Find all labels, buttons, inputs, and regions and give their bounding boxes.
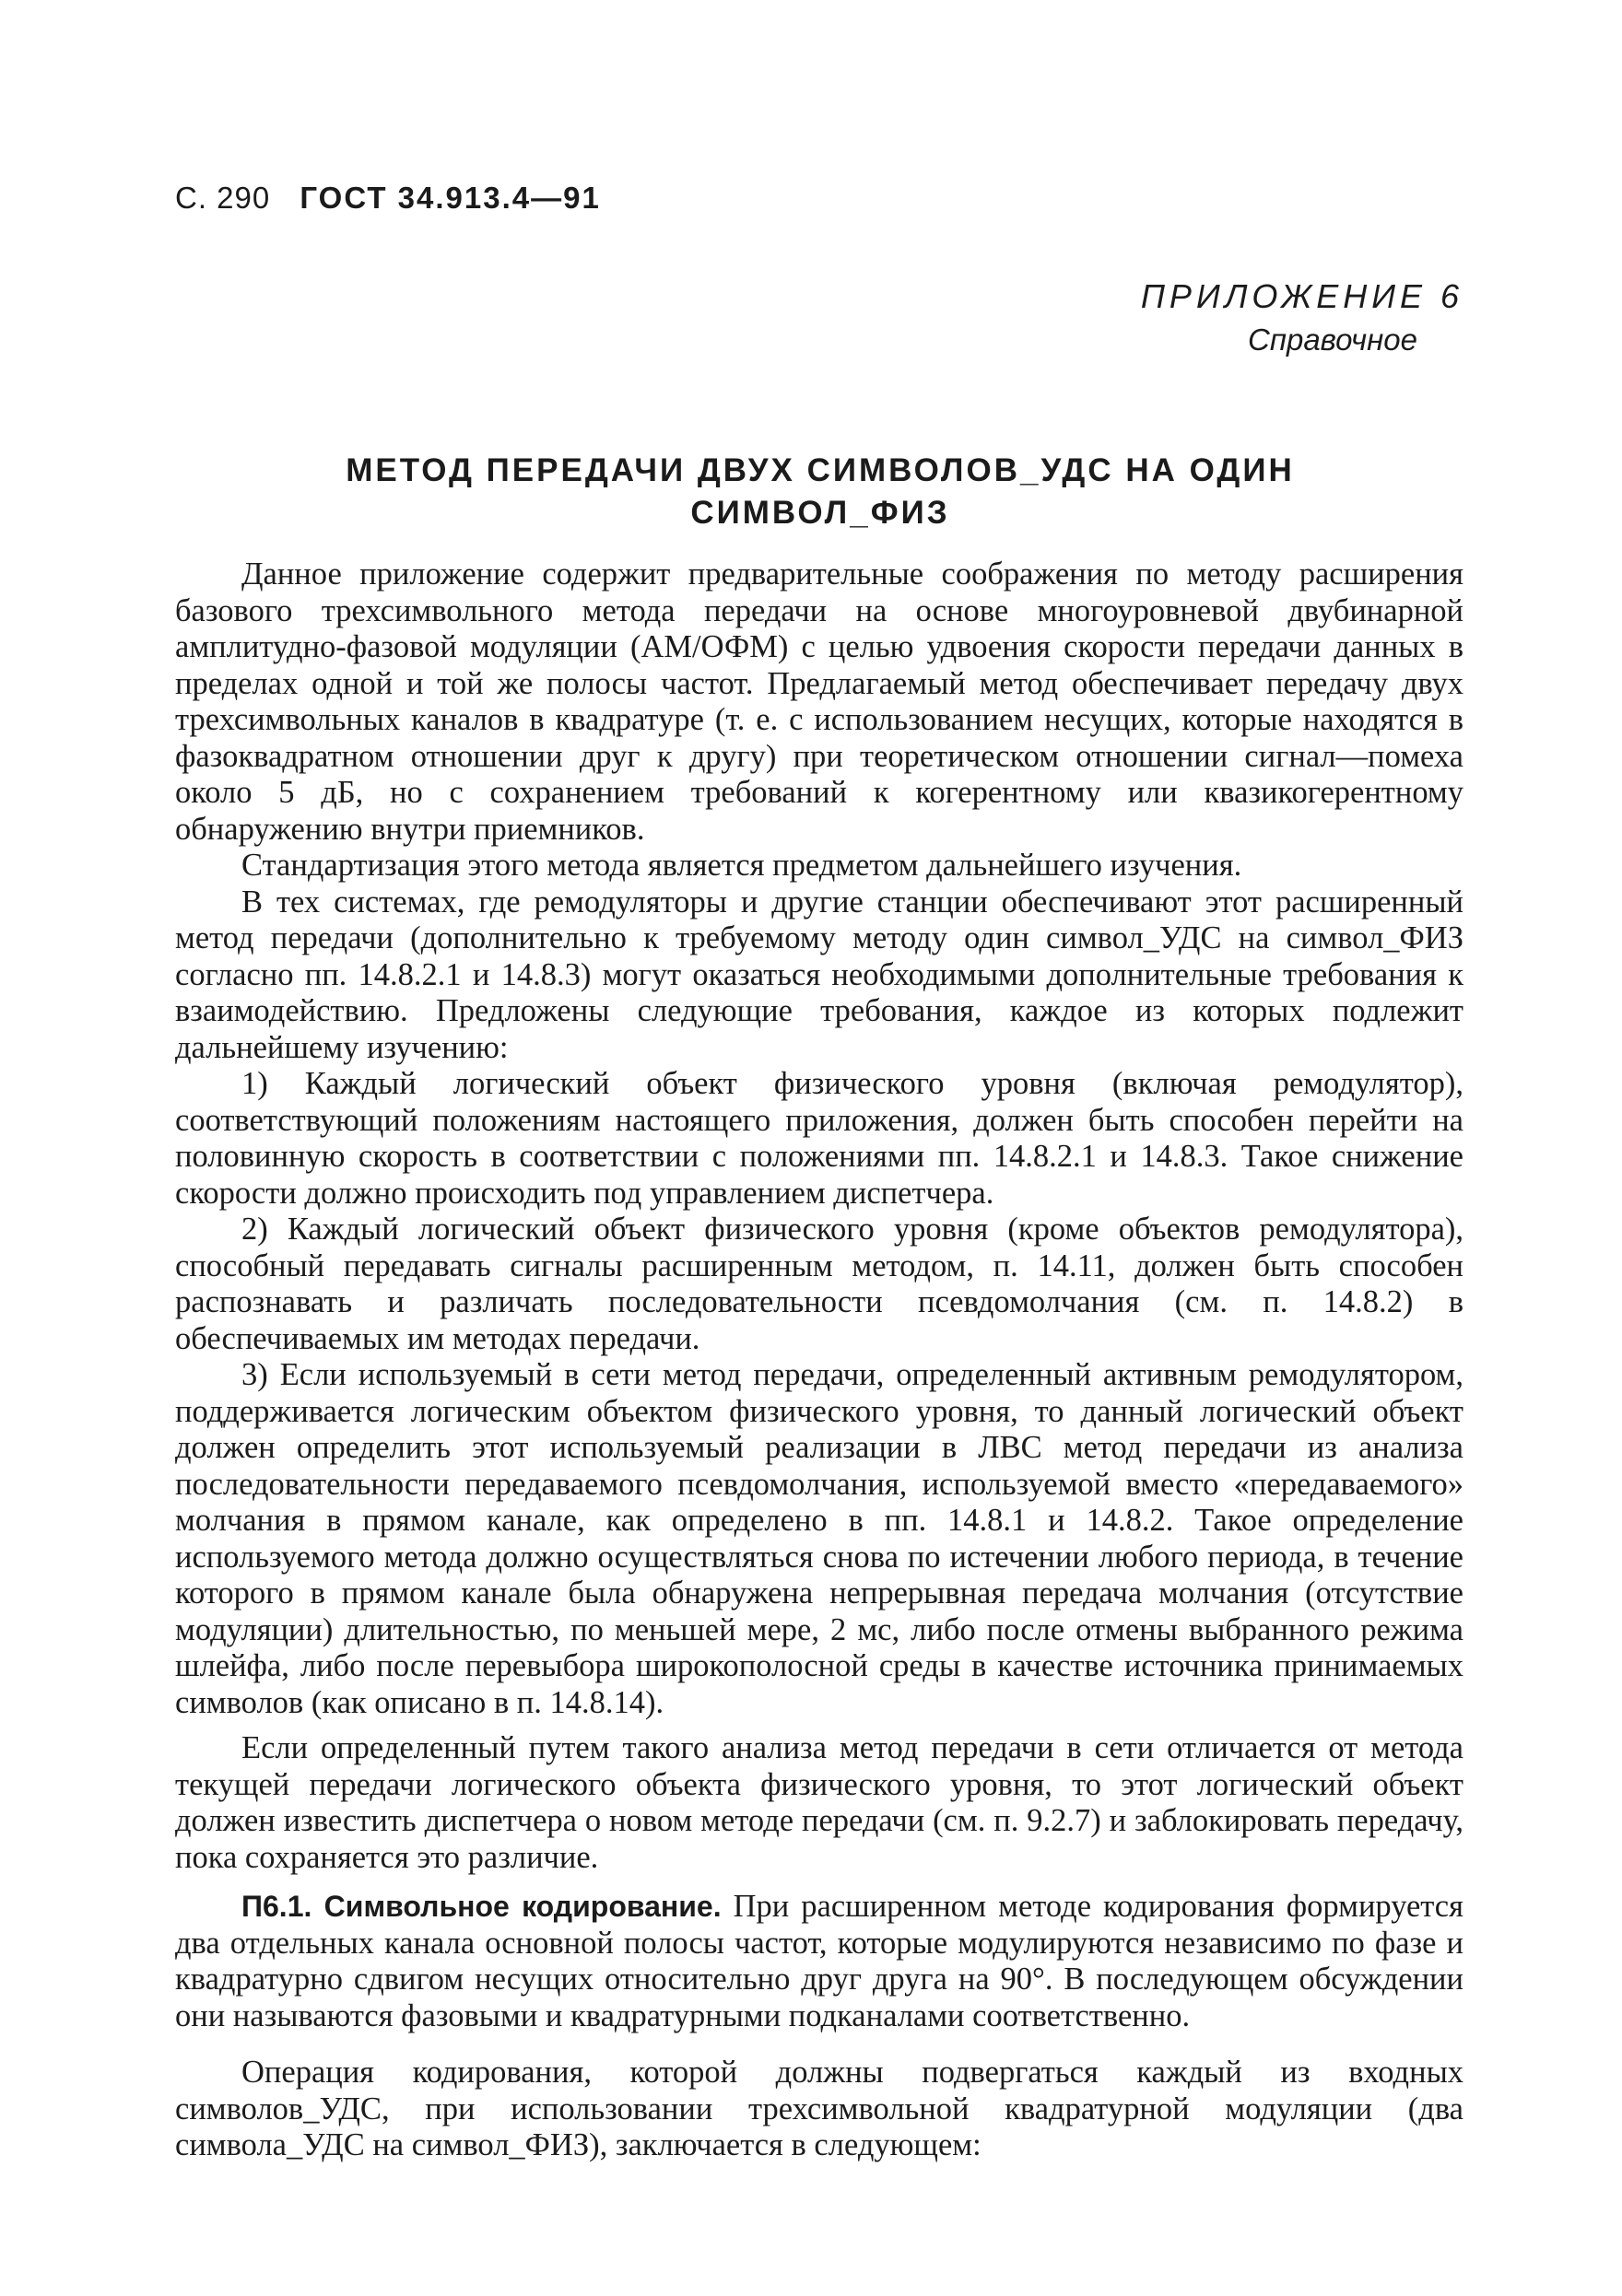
title-line-2: СИМВОЛ_ФИЗ (690, 495, 950, 531)
clause-text: При расширенном методе кодирования формируется два отдельных канала основной полосы частот, которые модулируются независимо по фазе и квадратурно сдвигом несущих относительно друг друга на 90°. В последующем обсуждении они называются фазовыми и квадратурными подканалами соответственно. (175, 1889, 1463, 2033)
paragraph-coding-operation: Операция кодирования, которой должны подвергаться каждый из входных символов_УДС, при использовании трехсимвольной квадратурной модуляции (два символа_УДС на символ_ФИЗ), заключается в следующем: (175, 2055, 1463, 2162)
requirement-3: 3) Если используемый в сети метод передачи, определенный активным ремодулятором, поддерживается логическим объектом физического уровня, то данный логический объект должен определить этот используемый реализации в ЛВС метод передачи из анализа последовательности передаваемого псевдомолчания, используемой вместо «передаваемого» молчания в прямом канале, как определено в пп. 14.8.1 и 14.8.2. Такое определение используемого метода должно осуществляться снова по истечении любого периода, в течение которого в прямом канале была обнаружена непрерывная передача молчания (отсутствие модуляции) длительностью, по меньшей мере, 2 мс, либо после отмены выбранного режима шлейфа, либо после перевыбора широкополосной среды в качестве источника принимаемых символов (как описано в п. 14.8.14). (175, 1357, 1463, 1720)
paragraph-systems: В тех системах, где ремодуляторы и другие станции обеспечивают этот расширенный метод передачи (дополнительно к требуемому методу один символ_УДС на символ_ФИЗ согласно пп. 14.8.2.1 и 14.8.3) могут оказаться необходимыми дополнительные требования к взаимодействию. Предложены следующие требования, каждое из которых подлежит дальнейшему изучению: (175, 884, 1463, 1065)
paragraph-method-mismatch: Если определенный путем такого анализа метод передачи в сети отличается от метода текущей передачи логического объекта физического уровня, то этот логический объект должен известить диспетчера о новом методе передачи (см. п. 9.2.7) и заблокировать передачу, пока сохраняется это различие. (175, 1730, 1463, 1875)
standard-designation: ГОСТ 34.913.4—91 (300, 181, 601, 215)
appendix-block (1141, 275, 1463, 361)
appendix-label: ПРИЛОЖЕНИЕ 6 (1140, 277, 1463, 315)
running-header (175, 181, 601, 216)
clause-heading: П6.1. Символьное кодирование. (241, 1890, 722, 1923)
body-text (175, 556, 1463, 2164)
requirement-2: 2) Каждый логический объект физического уровня (кроме объектов ремодулятора), способный передавать сигналы расширенным методом, п. 14.11, должен быть способен распознавать и различать последовательности псевдомолчания (см. п. 14.8.2) в обеспечиваемых им методах передачи. (175, 1212, 1463, 1356)
appendix-type: Справочное (1247, 322, 1417, 357)
paragraph-intro: Данное приложение содержит предварительные соображения по методу расширения базового трехсимвольного метода передачи на основе многоуровневой двубинарной амплитудно-фазовой модуляции (АМ/ОФМ) с целью удвоения скорости передачи данных в пределах одной и той же полосы частот. Предлагаемый метод обеспечивает передачу двух трехсимвольных каналов в квадратуре (т. е. с использованием несущих, которые находятся в фазоквадратном отношении друг к другу) при теоретическом отношении сигнал—помеха около 5 дБ, но с сохранением требований к когерентному или квазикогерентному обнаружению внутри приемников. (175, 556, 1463, 847)
title-line-1: МЕТОД ПЕРЕДАЧИ ДВУХ СИМВОЛОВ_УДС НА ОДИН (346, 452, 1295, 488)
paragraph-symbol-coding (175, 1889, 1463, 2034)
requirement-1: 1) Каждый логический объект физического уровня (включая ремодулятор), соответствующий положениям настоящего приложения, должен быть способен перейти на половинную скорость в соответствии с положениями пп. 14.8.2.1 и 14.8.3. Такое снижение скорости должно происходить под управлением диспетчера. (175, 1066, 1463, 1211)
page-number: С. 290 (175, 181, 271, 215)
paragraph-standardization: Стандартизация этого метода является предметом дальнейшего изучения. (241, 848, 1242, 883)
section-title (175, 450, 1465, 534)
